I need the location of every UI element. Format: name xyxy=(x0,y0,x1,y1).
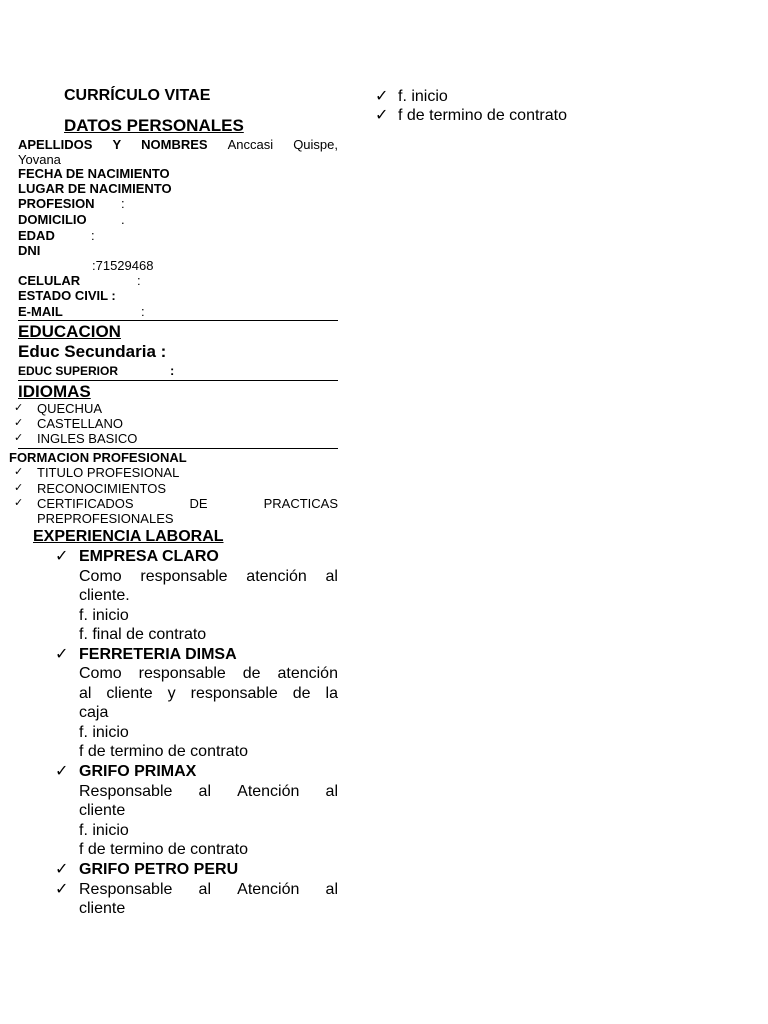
profesion-label: PROFESION xyxy=(18,196,95,211)
check-icon: ✓ xyxy=(14,465,24,478)
lugar-nacimiento-label: LUGAR DE NACIMIENTO xyxy=(18,181,172,196)
domicilio-label: DOMICILIO xyxy=(18,212,87,227)
empresa-description xyxy=(79,664,338,683)
check-icon: ✓ xyxy=(55,761,69,780)
idioma-item: CASTELLANO xyxy=(37,416,123,431)
formacion-item-line2: PREPROFESIONALES xyxy=(37,511,174,526)
description-word: atención xyxy=(277,665,338,682)
celular-separator: : xyxy=(137,273,141,288)
fecha-inicio: f. inicio xyxy=(79,607,129,624)
description-word: Atención xyxy=(237,881,300,898)
description-word: y xyxy=(167,685,176,702)
experiencia-heading: EXPERIENCIA LABORAL xyxy=(33,528,224,545)
empresa-description-line2: cliente xyxy=(79,802,126,819)
formacion-heading: FORMACION PROFESIONAL xyxy=(9,450,187,465)
nombres-label-word: Y xyxy=(112,137,122,152)
dni-label: DNI xyxy=(18,243,41,258)
domicilio-separator: . xyxy=(121,212,125,227)
check-icon: ✓ xyxy=(55,644,69,663)
description-word: responsable xyxy=(140,568,228,585)
nombres-value-word: Quispe, xyxy=(293,137,338,152)
empresa-description-line2: cliente xyxy=(79,900,126,917)
formacion-item xyxy=(37,496,338,511)
fecha-inicio: f. inicio xyxy=(398,88,448,105)
check-icon: ✓ xyxy=(375,105,389,124)
empresa-name: FERRETERIA DIMSA xyxy=(79,646,237,663)
estado-civil-label: ESTADO CIVIL : xyxy=(18,288,116,303)
formacion-item-word: PRACTICAS xyxy=(263,496,338,511)
check-icon: ✓ xyxy=(55,546,69,565)
check-icon: ✓ xyxy=(14,401,24,414)
fecha-fin: f. final de contrato xyxy=(79,626,207,643)
fecha-inicio: f. inicio xyxy=(79,724,129,741)
divider xyxy=(18,320,338,321)
empresa-name: EMPRESA CLARO xyxy=(79,548,219,565)
nombres-value-word: Anccasi xyxy=(227,137,274,152)
check-icon: ✓ xyxy=(14,416,24,429)
empresa-description-line2 xyxy=(79,684,338,703)
dni-value: :71529468 xyxy=(92,258,154,273)
description-word: de xyxy=(242,665,261,682)
check-icon: ✓ xyxy=(14,481,24,494)
empresa-description xyxy=(79,782,338,801)
idioma-item: INGLES BASICO xyxy=(37,431,138,446)
divider xyxy=(18,448,338,449)
description-word: Como xyxy=(79,568,122,585)
description-word: al xyxy=(198,783,211,800)
idioma-item: QUECHUA xyxy=(37,401,103,416)
formacion-item-word: DE xyxy=(189,496,208,511)
document-title: CURRÍCULO VITAE xyxy=(64,87,211,104)
email-separator: : xyxy=(141,304,145,319)
check-icon: ✓ xyxy=(375,86,389,105)
educ-superior-label: EDUC SUPERIOR xyxy=(18,364,119,378)
description-word: al xyxy=(325,568,338,585)
educacion-heading: EDUCACION xyxy=(18,322,121,341)
description-word: responsable xyxy=(138,665,226,682)
description-word: Atención xyxy=(237,783,300,800)
description-word: al xyxy=(325,783,338,800)
idiomas-heading: IDIOMAS xyxy=(18,382,91,401)
check-icon: ✓ xyxy=(14,431,24,444)
description-word: Responsable xyxy=(79,881,173,898)
divider xyxy=(18,380,338,381)
description-word: al xyxy=(198,881,211,898)
empresa-name: GRIFO PRIMAX xyxy=(79,763,197,780)
celular-label: CELULAR xyxy=(18,273,81,288)
description-word: al xyxy=(79,685,92,702)
empresa-description xyxy=(79,880,338,899)
check-icon: ✓ xyxy=(55,879,69,898)
empresa-name: GRIFO PETRO PERU xyxy=(79,861,239,878)
educ-superior-separator: : xyxy=(170,363,175,378)
description-word: responsable xyxy=(190,685,278,702)
fecha-inicio: f. inicio xyxy=(79,822,129,839)
empresa-description xyxy=(79,567,338,586)
edad-label: EDAD xyxy=(18,228,55,243)
fecha-fin: f de termino de contrato xyxy=(79,743,248,760)
nombres-value-line2: Yovana xyxy=(18,152,61,167)
datos-personales-heading: DATOS PERSONALES xyxy=(64,116,244,135)
description-word: cliente xyxy=(106,685,153,702)
formacion-item-word: CERTIFICADOS xyxy=(37,496,134,511)
empresa-description-line2: cliente. xyxy=(79,587,130,604)
nombres-row xyxy=(18,137,338,152)
description-word: al xyxy=(325,881,338,898)
educ-secundaria-label: Educ Secundaria : xyxy=(18,342,167,361)
description-word: Como xyxy=(79,665,122,682)
check-icon: ✓ xyxy=(14,496,24,509)
edad-separator: : xyxy=(91,228,95,243)
fecha-fin: f de termino de contrato xyxy=(398,107,567,124)
description-word: de xyxy=(292,685,311,702)
formacion-item: TITULO PROFESIONAL xyxy=(37,465,180,480)
profesion-separator: : xyxy=(121,196,125,211)
description-word: Responsable xyxy=(79,783,173,800)
fecha-nacimiento-label: FECHA DE NACIMIENTO xyxy=(18,166,170,181)
empresa-description-line3: caja xyxy=(79,704,109,721)
nombres-label-word: NOMBRES xyxy=(141,137,208,152)
description-word: la xyxy=(325,685,338,702)
nombres-label-word: APELLIDOS xyxy=(18,137,93,152)
formacion-item: RECONOCIMIENTOS xyxy=(37,481,167,496)
email-label: E-MAIL xyxy=(18,304,63,319)
check-icon: ✓ xyxy=(55,859,69,878)
description-word: atención xyxy=(246,568,307,585)
fecha-fin: f de termino de contrato xyxy=(79,841,248,858)
